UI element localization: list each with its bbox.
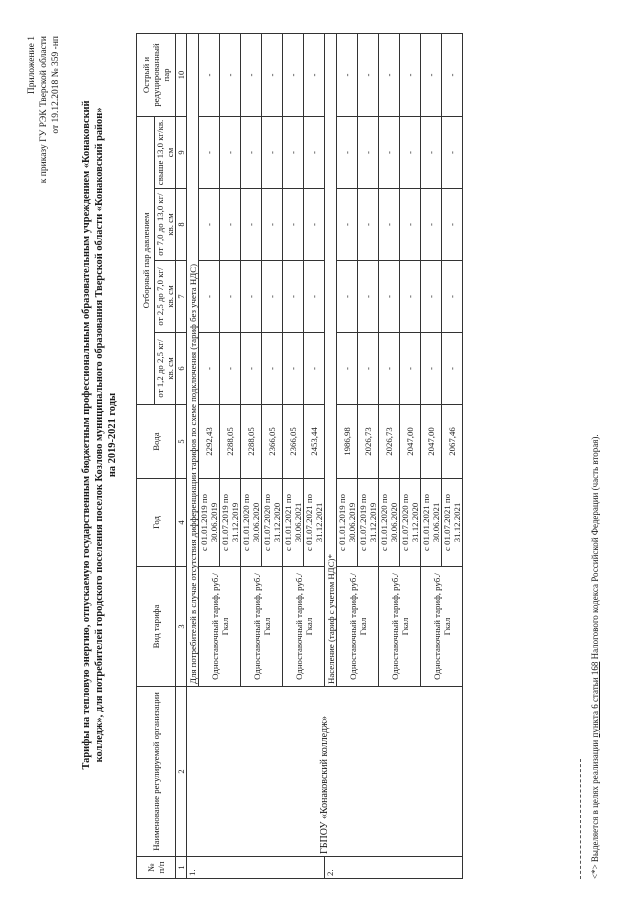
tariff-table: [136, 33, 463, 879]
p3-value-cell: -: [379, 189, 400, 261]
section-number: 1.: [187, 857, 325, 879]
sharp-value-cell: -: [304, 34, 325, 117]
col-number: 4: [176, 479, 187, 567]
sharp-value-cell: -: [262, 34, 283, 117]
p3-value-cell: -: [304, 189, 325, 261]
p4-value-cell: -: [199, 117, 220, 189]
p4-value-cell: -: [220, 117, 241, 189]
p1-value-cell: -: [220, 333, 241, 405]
p3-value-cell: -: [337, 189, 358, 261]
p4-value-cell: -: [400, 117, 421, 189]
water-value-cell: 2026,73: [379, 405, 400, 479]
sharp-value-cell: -: [199, 34, 220, 117]
p2-value-cell: -: [379, 261, 400, 333]
water-value-cell: 2366,05: [283, 405, 304, 479]
p3-value-cell: -: [220, 189, 241, 261]
sharp-value-cell: -: [421, 34, 442, 117]
p3-value-cell: -: [262, 189, 283, 261]
tariff-type: Одноставочный тариф, руб./Гкал: [283, 567, 325, 687]
p1-value-cell: -: [442, 333, 463, 405]
header-sharp-steam: Острый и редуцированный пар: [137, 34, 176, 117]
header-num: № п/п: [137, 857, 176, 879]
annex-line-3: от 19.12.2018 № 359 -нп: [51, 36, 61, 134]
p2-value-cell: -: [262, 261, 283, 333]
tariff-type: Одноставочный тариф, руб./Гкал: [199, 567, 241, 687]
tariff-type: Одноставочный тариф, руб./Гкал: [421, 567, 463, 687]
header-pressure-1: от 1,2 до 2,5 кг/кв. см: [155, 333, 176, 405]
sharp-value-cell: -: [337, 34, 358, 117]
annex-line-2: к приказу ГУ РЭК Тверской области: [39, 36, 49, 184]
tariff-table-body: [176, 34, 463, 879]
footnote-prefix: <*> Выделяется в целях реализации: [590, 739, 600, 879]
water-value-cell: 2047,00: [421, 405, 442, 479]
period-cell: с 01.01.2019 по 30.06.2019: [199, 479, 220, 567]
title-line-3: на 2019-2021 годы: [107, 392, 118, 478]
p4-value-cell: -: [304, 117, 325, 189]
p4-value-cell: -: [358, 117, 379, 189]
col-number: 5: [176, 405, 187, 479]
p1-value-cell: -: [400, 333, 421, 405]
title-line-2: колледж», для потребителей городского поселения поселок Козлово муниципального образования Тверской области «Конаковский район»: [94, 107, 105, 763]
p3-value-cell: -: [400, 189, 421, 261]
header-steam-group: Отборный пар давлением: [137, 117, 155, 405]
p4-value-cell: -: [337, 117, 358, 189]
footnote: [590, 79, 600, 879]
col-number: 10: [176, 34, 187, 117]
p4-value-cell: -: [283, 117, 304, 189]
sharp-value-cell: -: [379, 34, 400, 117]
p2-value-cell: -: [442, 261, 463, 333]
p3-value-cell: -: [421, 189, 442, 261]
p3-value-cell: -: [199, 189, 220, 261]
p1-value-cell: -: [421, 333, 442, 405]
section-row: [187, 34, 199, 879]
p1-value-cell: -: [283, 333, 304, 405]
column-number-row: [176, 34, 187, 879]
period-cell: с 01.01.2020 по 30.06.2020: [241, 479, 262, 567]
annex-line-1: Приложение 1: [27, 36, 37, 95]
p2-value-cell: -: [199, 261, 220, 333]
p4-value-cell: -: [241, 117, 262, 189]
footnote-suffix: Налогового кодекса Российской Федерации (часть вторая).: [590, 434, 600, 660]
tariff-type: Одноставочный тариф, руб./Гкал: [241, 567, 283, 687]
header-pressure-4: свыше 13,0 кг/кв. см: [155, 117, 176, 189]
period-cell: с 01.01.2021 по 30.06.2021: [421, 479, 442, 567]
col-number: 2: [176, 687, 187, 857]
p1-value-cell: -: [304, 333, 325, 405]
col-number: 9: [176, 117, 187, 189]
section-number: 2.: [325, 857, 463, 879]
section-caption: Для потребителей в случае отсутствия дифференциации тарифов по схеме подключения (тариф без учета НДС): [187, 34, 199, 687]
period-cell: с 01.07.2019 по 31.12.2019: [358, 479, 379, 567]
water-value-cell: 2288,05: [241, 405, 262, 479]
sharp-value-cell: -: [442, 34, 463, 117]
tariff-type: Одноставочный тариф, руб./Гкал: [337, 567, 379, 687]
p4-value-cell: -: [262, 117, 283, 189]
period-cell: с 01.01.2021 по 30.06.2021: [283, 479, 304, 567]
header-type: Вид тарифа: [137, 567, 176, 687]
p2-value-cell: -: [400, 261, 421, 333]
p1-value-cell: -: [199, 333, 220, 405]
col-number: 3: [176, 567, 187, 687]
col-number: 7: [176, 261, 187, 333]
col-number: 6: [176, 333, 187, 405]
water-value-cell: 2026,73: [358, 405, 379, 479]
water-value-cell: 1986,98: [337, 405, 358, 479]
period-cell: с 01.01.2020 по 30.06.2020: [379, 479, 400, 567]
p3-value-cell: -: [358, 189, 379, 261]
header-year: Год: [137, 479, 176, 567]
p2-value-cell: -: [358, 261, 379, 333]
period-cell: с 01.07.2021 по 31.12.2021: [304, 479, 325, 567]
col-number: 8: [176, 189, 187, 261]
title-line-1: Тарифы на тепловую энергию, отпускаемую государственным бюджетным профессиональным образовательным учреждением «Конаковский: [81, 100, 92, 770]
sharp-value-cell: -: [283, 34, 304, 117]
sharp-value-cell: -: [220, 34, 241, 117]
col-number: 1: [176, 857, 187, 879]
p3-value-cell: -: [442, 189, 463, 261]
p1-value-cell: -: [337, 333, 358, 405]
water-value-cell: 2292,43: [199, 405, 220, 479]
annex-reference: [26, 36, 62, 296]
p2-value-cell: -: [283, 261, 304, 333]
period-cell: с 01.01.2019 по 30.06.2019: [337, 479, 358, 567]
water-value-cell: 2453,44: [304, 405, 325, 479]
p1-value-cell: -: [262, 333, 283, 405]
sharp-value-cell: -: [358, 34, 379, 117]
p1-value-cell: -: [358, 333, 379, 405]
p1-value-cell: -: [241, 333, 262, 405]
section-caption: Население (тариф с учетом НДС)*: [325, 34, 337, 687]
document-title: [80, 60, 119, 810]
period-cell: с 01.07.2020 по 31.12.2020: [262, 479, 283, 567]
p2-value-cell: -: [337, 261, 358, 333]
p2-value-cell: -: [220, 261, 241, 333]
p1-value-cell: -: [379, 333, 400, 405]
period-cell: с 01.07.2020 по 31.12.2020: [400, 479, 421, 567]
p2-value-cell: -: [421, 261, 442, 333]
p4-value-cell: -: [421, 117, 442, 189]
period-cell: с 01.07.2021 по 31.12.2021: [442, 479, 463, 567]
p2-value-cell: -: [304, 261, 325, 333]
p3-value-cell: -: [241, 189, 262, 261]
p2-value-cell: -: [241, 261, 262, 333]
period-cell: с 01.07.2019 по 31.12.2019: [220, 479, 241, 567]
water-value-cell: 2288,05: [220, 405, 241, 479]
water-value-cell: 2067,46: [442, 405, 463, 479]
tariff-type: Одноставочный тариф, руб./Гкал: [379, 567, 421, 687]
organization-name: ГБПОУ «Конаковский колледж»: [187, 687, 463, 857]
p4-value-cell: -: [442, 117, 463, 189]
p4-value-cell: -: [379, 117, 400, 189]
sharp-value-cell: -: [241, 34, 262, 117]
water-value-cell: 2366,05: [262, 405, 283, 479]
header-water: Вода: [137, 405, 176, 479]
footnote-divider: [580, 759, 581, 879]
p3-value-cell: -: [283, 189, 304, 261]
header-pressure-3: от 7,0 до 13,0 кг/кв. см: [155, 189, 176, 261]
water-value-cell: 2047,00: [400, 405, 421, 479]
header-org: Наименование регулируемой организации: [137, 687, 176, 857]
footnote-law-link[interactable]: пункта 6 статьи 168: [590, 661, 600, 738]
header-pressure-2: от 2,5 до 7,0 кг/кв. см: [155, 261, 176, 333]
sharp-value-cell: -: [400, 34, 421, 117]
